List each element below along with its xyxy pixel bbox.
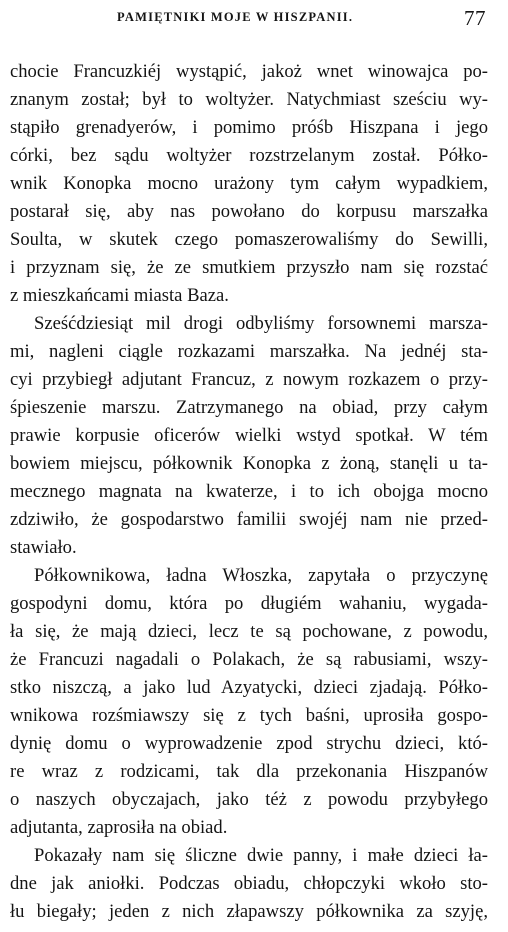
text-line: Półkownikowa, ładna Włoszka, zapytała o przyczynę (34, 565, 488, 586)
text-line: ła się, że mają dzieci, lecz te są pochowane, z powodu, (10, 621, 488, 642)
text-line: cyi przybiegł adjutant Francuz, z nowym rozkazem o przy- (10, 369, 488, 390)
text-line: łu biegały; jeden z nich złapawszy półkownika za szyję, (10, 901, 488, 922)
text-line: wnikowa rozśmiawszy się z tych baśni, uprosiła gospo- (10, 705, 488, 726)
text-line: stko niszczą, a jako lud Azyatycki, dzieci zjadają. Półko- (10, 677, 488, 698)
text-line: o naszych obyczajach, jako téż z powodu przybyłego (10, 789, 488, 810)
text-line: śpieszenie marszu. Zatrzymanego na obiad, przy całym (10, 397, 488, 418)
text-line: że Francuzi nagadali o Polakach, że są rabusiami, wszy- (10, 649, 488, 670)
text-line: postarał się, aby nas powołano do korpusu marszałka (10, 201, 488, 222)
running-head (0, 8, 508, 30)
page-number: 77 (464, 6, 486, 30)
text-line: stąpiło grenadyerów, i pomimo próśb Hiszpana i jego (10, 117, 488, 138)
text-line: adjutanta, zaprosiła na obiad. (10, 817, 228, 838)
text-line: z mieszkańcami miasta Baza. (10, 285, 229, 306)
text-line: Sześćdziesiąt mil drogi odbyliśmy forsownemi marsza- (34, 313, 488, 334)
text-line: re wraz z rodzicami, tak dla przekonania Hiszpanów (10, 761, 488, 782)
text-line: wnik Konopka mocno urażony tym całym wypadkiem, (10, 173, 488, 194)
text-line: mecznego magnata na kwaterze, i to ich obojga mocno (10, 481, 488, 502)
text-line: znanym został; był to woltyżer. Natychmiast sześciu wy- (10, 89, 488, 110)
text-line: Pokazały nam się śliczne dwie panny, i małe dzieci ła- (34, 845, 488, 866)
text-line: Soulta, w skutek czego pomaszerowaliśmy do Sewilli, (10, 229, 488, 250)
text-line: zdziwiło, że gospodarstwo familii swojéj nam nie przed- (10, 509, 488, 530)
text-line: dne jak aniołki. Podczas obiadu, chłopczyki wkoło sto- (10, 873, 488, 894)
text-line: i przyznam się, że ze smutkiem przyszło nam się rozstać (10, 257, 488, 278)
text-line: chocie Francuzkiéj wystąpić, jakoż wnet winowajca po- (10, 61, 488, 82)
text-line: córki, bez sądu woltyżer rozstrzelanym został. Półko- (10, 145, 488, 166)
text-line: bowiem miejscu, półkownik Konopka z żoną, stanęli u ta- (10, 453, 488, 474)
text-line: gospodyni domu, która po długiém wahaniu, wygada- (10, 593, 488, 614)
text-line: prawie korpusie oficerów wielki wstyd spotkał. W tém (10, 425, 488, 446)
text-line: mi, nagleni ciągle rozkazami marszałka. Na jednéj sta- (10, 341, 488, 362)
text-line: dynię domu o wyprowadzenie zpod strychu dzieci, któ- (10, 733, 488, 754)
running-title: PAMIĘTNIKI MOJE W HISZPANII. (117, 10, 354, 24)
text-line: stawiało. (10, 537, 77, 558)
